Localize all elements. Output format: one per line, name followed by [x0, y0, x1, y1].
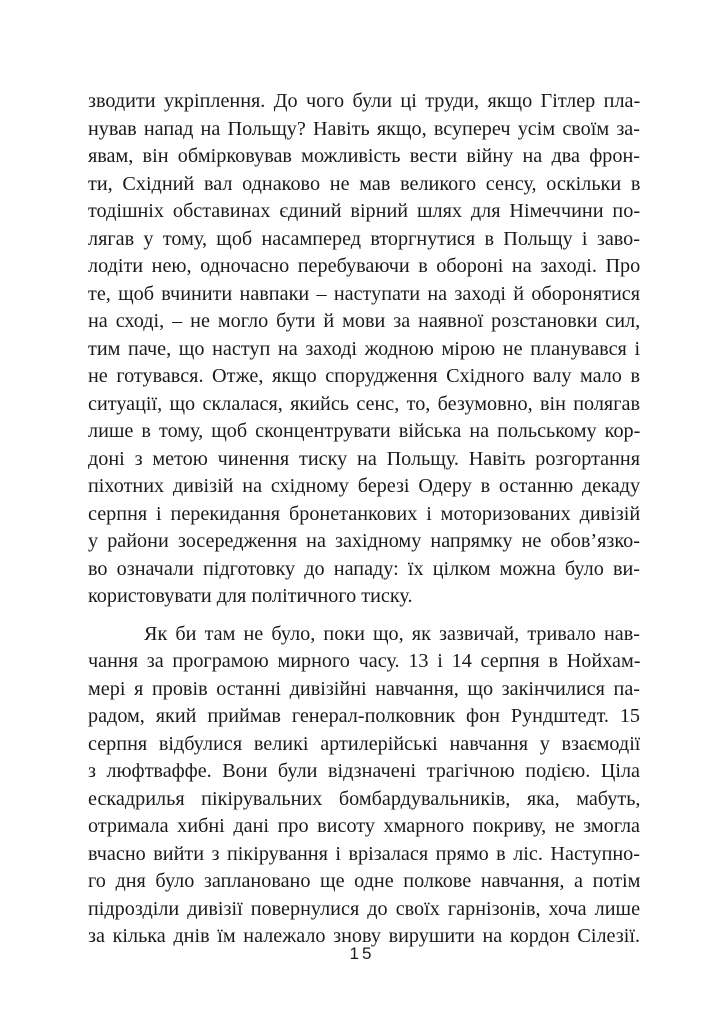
page-number: 15	[349, 944, 375, 963]
text-line: нував напад на Польщу? Навіть якщо, всупереч усім своїм за-	[88, 117, 640, 140]
text-line: лодіти нею, одночасно перебуваючи в обороні на заході. Про	[88, 255, 640, 277]
text-line: го дня було заплановано ще одне полкове навчання, а потім	[88, 870, 640, 892]
text-line: лягав у тому, щоб насамперед вторгнутися в Польщу і заво-	[88, 227, 640, 250]
text-line: ситуації, що склалася, якийсь сенс, то, безумовно, він полягав	[88, 392, 640, 415]
text-line: лише в тому, щоб сконцентрувати війська на польському кор-	[88, 420, 640, 442]
text-line: за кілька днів їм належало знову вирушити на кордон Сілезії.	[88, 925, 640, 947]
text-line: отримала хибні дані про висоту хмарного покриву, не змогла	[88, 815, 640, 837]
text-line: чання за програмою мирного часу. 13 і 14 серпня в Нойхам-	[88, 650, 640, 672]
text-line: ескадрилья пікірувальних бомбардувальників, яка, мабуть,	[88, 787, 640, 810]
text-line: доні з метою чинення тиску на Польщу. Навіть розгортання	[88, 447, 640, 470]
text-line: мері я провів останні дивізійні навчання, що закінчилися па-	[88, 677, 640, 700]
text-line: Як би там не було, поки що, як зазвичай, тривало нав-	[144, 622, 640, 645]
text-line: те, щоб вчинити навпаки – наступати на заході й оборонятися	[88, 282, 640, 305]
paragraph-1	[88, 88, 640, 611]
text-line: вчасно вийти з пікірування і врізалася прямо в ліс. Наступно-	[88, 842, 640, 865]
text-line: во означали підготовку до нападу: їх цілком можна було ви-	[88, 557, 640, 580]
text-line: з люфтваффе. Вони були відзначені трагічною подією. Ціла	[88, 760, 640, 782]
text-line: користовувати для політичного тиску.	[88, 585, 413, 607]
text-line: у райони зосередження на західному напрямку не обов’язко-	[88, 530, 640, 552]
text-line: радом, який приймав генерал-полковник фон Рундштедт. 15	[88, 705, 640, 727]
text-line: серпня і перекидання бронетанкових і моторизованих дивізій	[88, 502, 640, 525]
text-line: тодішніх обставинах єдиний вірний шлях для Німеччини по-	[88, 200, 640, 222]
paragraph-2	[88, 621, 640, 951]
text-line: підрозділи дивізії повернулися до своїх гарнізонів, хоча лише	[88, 897, 640, 920]
text-line: явам, він обмірковував можливість вести війну на два фрон-	[88, 145, 640, 167]
text-line: зводити укріплення. До чого були ці труди, якщо Гітлер пла-	[88, 90, 640, 112]
text-line: на сході, – не могло бути й мови за наявної розстановки сил,	[88, 310, 640, 332]
text-line: ти, Східний вал однаково не мав великого сенсу, оскільки в	[88, 172, 640, 195]
text-line: серпня відбулися великі артилерійські навчання у взаємодії	[88, 732, 640, 755]
text-line: не готувався. Отже, якщо спорудження Східного валу мало в	[88, 365, 640, 387]
text-line: тим паче, що наступ на заході жодною мірою не планувався і	[88, 337, 640, 360]
text-line: піхотних дивізій на східному березі Одеру в останню декаду	[88, 475, 640, 497]
body-text	[88, 88, 640, 951]
